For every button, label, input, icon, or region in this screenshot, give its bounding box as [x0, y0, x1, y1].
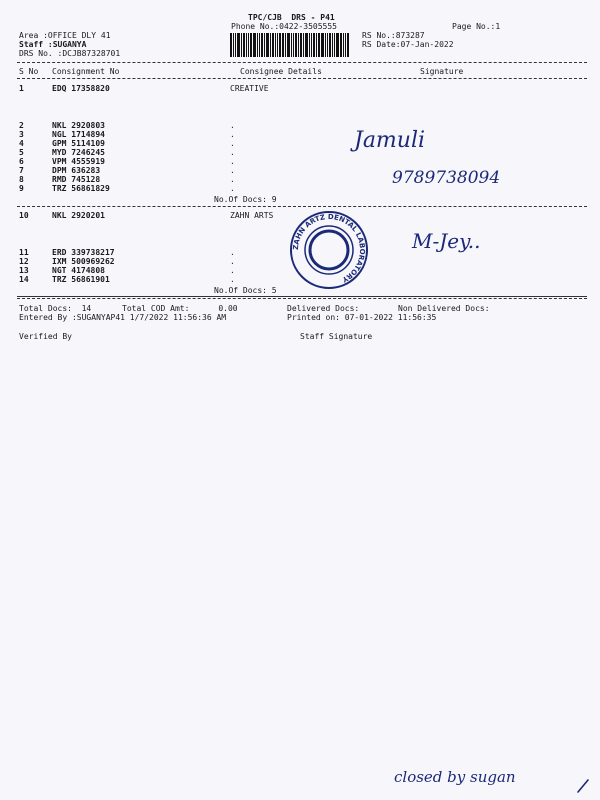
stamp-text: ZAHN ARTZ DENTAL LABORATORY: [291, 212, 367, 284]
row-consignee-dot: .: [230, 257, 235, 266]
handwritten-closing-note: [392, 762, 592, 796]
barcode-bar: [248, 33, 249, 57]
barcode-bar: [303, 33, 304, 57]
barcode-bar: [279, 33, 281, 57]
barcode-bar: [264, 33, 265, 57]
row-sno: 13: [19, 266, 29, 275]
divider: [17, 298, 587, 299]
area-label: Area :OFFICE DLY 41: [19, 31, 111, 40]
barcode-bar: [336, 33, 339, 57]
delivered-docs: Delivered Docs:: [287, 304, 360, 313]
barcode-bar: [334, 33, 335, 57]
row-consignment: RMD 745128: [52, 175, 101, 184]
row-consignment: TRZ 56861901: [52, 275, 110, 284]
row-consignee-dot: .: [230, 266, 235, 275]
row-consignment: GPM 5114109: [52, 139, 105, 148]
barcode-bar: [309, 33, 310, 57]
row-sno: 3: [19, 130, 24, 139]
barcode-bar: [253, 33, 256, 57]
signature-phone: 9789738094: [392, 168, 501, 188]
barcode-bar: [295, 33, 297, 57]
barcode-bar: [261, 33, 263, 57]
total-cod-amount: Total COD Amt: 0.00: [122, 304, 238, 313]
barcode-bar: [233, 33, 234, 57]
barcode-bar: [246, 33, 247, 57]
row-sno: 14: [19, 275, 29, 284]
docs-count: No.Of Docs: 9: [214, 195, 277, 204]
row-consignee-dot: .: [230, 275, 235, 284]
barcode-bar: [325, 33, 326, 57]
barcode-bar: [327, 33, 328, 57]
barcode-bar: [291, 33, 292, 57]
divider: [17, 296, 587, 297]
pen-stroke-mark: [578, 780, 588, 792]
barcode-bar: [230, 33, 232, 57]
row-sno: 1: [19, 84, 24, 93]
verified-by: Verified By: [19, 332, 72, 341]
row-consignment: NKL 2920803: [52, 121, 105, 130]
row-consignment: EDQ 17358820: [52, 84, 110, 93]
barcode-bar: [318, 33, 320, 57]
row-sno: 10: [19, 211, 29, 220]
row-sno: 6: [19, 157, 24, 166]
barcode-bar: [282, 33, 284, 57]
divider: [17, 206, 587, 207]
barcode-bar: [277, 33, 278, 57]
phone-number: Phone No.:0422-3505555: [231, 22, 337, 31]
row-sno: 5: [19, 148, 24, 157]
row-consignment: NGL 1714894: [52, 130, 105, 139]
row-sno: 2: [19, 121, 24, 130]
row-sno: 12: [19, 257, 29, 266]
barcode-bar: [250, 33, 252, 57]
barcode-bar: [343, 33, 344, 57]
staff-signature: Staff Signature: [300, 332, 373, 341]
barcode-bar: [321, 33, 324, 57]
column-header-consignee: Consignee Details: [240, 67, 322, 76]
row-consignee-dot: .: [230, 148, 235, 157]
signature-name: Jamuli: [354, 128, 426, 153]
docs-count: No.Of Docs: 5: [214, 286, 277, 295]
barcode-bar: [298, 33, 299, 57]
entered-by: Entered By :SUGANYAP41 1/7/2022 11:56:36 AM: [19, 313, 227, 322]
barcode-bar: [235, 33, 236, 57]
company-stamp: [289, 210, 369, 290]
barcode-bar: [259, 33, 260, 57]
column-header-consignment: Consignment No: [52, 67, 120, 76]
barcode-bar: [313, 33, 315, 57]
barcode-bar: [237, 33, 240, 57]
row-consignment: VPM 4555919: [52, 157, 105, 166]
barcode-bar: [243, 33, 245, 57]
drs-number: DRS No. :DCJB87328701: [19, 49, 121, 58]
barcode-bar: [272, 33, 274, 57]
closing-note-text: closed by sugan: [394, 768, 516, 786]
barcode-bar: [340, 33, 342, 57]
row-sno: 4: [19, 139, 24, 148]
staff-label: Staff :SUGANYA: [19, 40, 87, 49]
rs-number: RS No.:873287: [362, 31, 425, 40]
non-delivered-docs: Non Delivered Docs:: [398, 304, 490, 313]
drs-title: TPC/CJB DRS - P41: [248, 13, 335, 22]
barcode-bar: [257, 33, 258, 57]
divider: [17, 62, 587, 63]
rs-date: RS Date:07-Jan-2022: [362, 40, 454, 49]
row-consignment: TRZ 56861829: [52, 184, 110, 193]
barcode-bar: [285, 33, 286, 57]
row-consignment: NKL 2920201: [52, 211, 105, 220]
barcode-bar: [275, 33, 276, 57]
barcode-bar: [241, 33, 242, 57]
row-consignee-dot: .: [230, 175, 235, 184]
row-consignment: IXM 500969262: [52, 257, 115, 266]
printed-on: Printed on: 07-01-2022 11:56:35: [287, 313, 437, 322]
consignee-name: ZAHN ARTS: [230, 211, 274, 220]
row-consignee-dot: .: [230, 157, 235, 166]
row-sno: 11: [19, 248, 29, 257]
row-sno: 8: [19, 175, 24, 184]
row-consignee-dot: .: [230, 248, 235, 257]
divider: [17, 78, 587, 79]
row-sno: 9: [19, 184, 24, 193]
row-consignment: ERD 339738217: [52, 248, 115, 257]
barcode-bar: [329, 33, 331, 57]
signature-name: M-Jey..: [412, 229, 481, 253]
barcode: [230, 33, 355, 57]
barcode-bar: [293, 33, 294, 57]
row-consignee-dot: .: [230, 121, 235, 130]
barcode-bar: [345, 33, 346, 57]
consignee-name: CREATIVE: [230, 84, 269, 93]
handwritten-signature: [410, 220, 530, 260]
barcode-bar: [287, 33, 290, 57]
row-consignee-dot: .: [230, 139, 235, 148]
column-header-sno: S No: [19, 67, 39, 76]
table-row: [0, 84, 600, 93]
barcode-bar: [270, 33, 271, 57]
row-sno: 7: [19, 166, 24, 175]
row-consignment: DPM 636283: [52, 166, 101, 175]
row-consignee-dot: .: [230, 130, 235, 139]
column-header-signature: Signature: [420, 67, 464, 76]
barcode-bar: [300, 33, 302, 57]
row-consignee-dot: .: [230, 166, 235, 175]
handwritten-signature: [350, 115, 530, 195]
barcode-bar: [316, 33, 317, 57]
row-consignee-dot: .: [230, 184, 235, 193]
page-number: Page No.:1: [452, 22, 501, 31]
barcode-bar: [332, 33, 333, 57]
row-consignment: MYD 7246245: [52, 148, 105, 157]
row-consignment: NGT 4174808: [52, 266, 105, 275]
barcode-bar: [311, 33, 312, 57]
barcode-bar: [266, 33, 269, 57]
barcode-bar: [305, 33, 308, 57]
barcode-bar: [347, 33, 349, 57]
total-docs: Total Docs: 14: [19, 304, 92, 313]
